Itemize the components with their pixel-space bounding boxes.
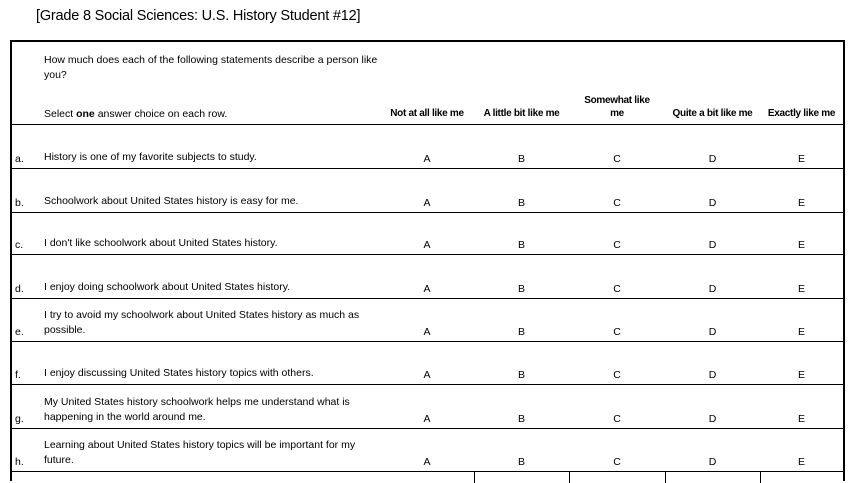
row-letter-label	[12, 169, 44, 212]
page-title: [Grade 8 Social Sciences: U.S. History Student #12]	[36, 8, 361, 24]
statement-row	[12, 385, 843, 429]
choice-option-d[interactable]	[665, 299, 760, 341]
partial-cell	[569, 472, 665, 483]
statement-cell	[44, 213, 380, 254]
choice-option-a[interactable]	[380, 169, 474, 212]
row-letter: a.	[15, 153, 24, 165]
statement-row	[12, 213, 843, 255]
choice-option-a[interactable]	[380, 342, 474, 384]
choice-letter: A	[423, 413, 431, 425]
row-letter-label	[12, 299, 44, 341]
row-letter: d.	[15, 283, 24, 295]
row-letter-label	[12, 213, 44, 254]
choice-option-e[interactable]	[760, 169, 843, 212]
choice-option-c[interactable]	[569, 125, 665, 168]
choice-letter: D	[708, 326, 717, 338]
choice-letter: D	[708, 239, 717, 251]
choice-letter: C	[613, 153, 621, 165]
survey-question: How much does each of the following statements describe a person like you?	[44, 54, 378, 81]
choice-letter: E	[797, 239, 805, 251]
partial-cell	[380, 472, 474, 483]
row-letter-label	[12, 385, 44, 428]
choice-letter: E	[797, 283, 805, 295]
row-letter-label	[12, 429, 44, 471]
choice-option-b[interactable]	[474, 385, 569, 428]
choice-option-b[interactable]	[474, 429, 569, 471]
choice-option-b[interactable]	[474, 125, 569, 168]
statement-cell	[44, 169, 380, 212]
statement-cell	[44, 429, 380, 471]
choice-letter: B	[517, 283, 525, 295]
choice-letter: B	[517, 456, 525, 468]
row-letter: c.	[15, 239, 24, 251]
choice-letter: D	[708, 456, 717, 468]
column-header-exactly-like-me	[760, 42, 843, 124]
column-header-a-little-bit-like-me	[474, 42, 569, 124]
statement-text: Schoolwork about United States history is easy for me.	[44, 195, 299, 207]
column-header-label: Quite a bit like me	[672, 107, 753, 119]
column-header-label: Somewhat like me	[584, 95, 650, 119]
row-letter-label	[12, 342, 44, 384]
column-header-somewhat-like-me	[569, 42, 665, 124]
choice-letter: A	[423, 456, 431, 468]
choice-option-a[interactable]	[380, 299, 474, 341]
choice-option-d[interactable]	[665, 125, 760, 168]
statement-row	[12, 255, 843, 299]
choice-letter: B	[517, 239, 525, 251]
statement-text: I try to avoid my schoolwork about United States history as much as possible.	[44, 309, 360, 336]
choice-letter: C	[613, 456, 621, 468]
choice-letter: C	[613, 197, 621, 209]
select-instruction-bold: one	[76, 108, 95, 120]
statement-cell	[44, 342, 380, 384]
row-letter: e.	[15, 326, 24, 338]
choice-letter: E	[797, 197, 805, 209]
choice-option-b[interactable]	[474, 169, 569, 212]
choice-option-c[interactable]	[569, 213, 665, 254]
choice-letter: A	[423, 283, 431, 295]
choice-letter: B	[517, 197, 525, 209]
choice-letter: C	[613, 283, 621, 295]
choice-option-d[interactable]	[665, 429, 760, 471]
column-header-label: Not at all like me	[390, 107, 464, 119]
choice-option-d[interactable]	[665, 385, 760, 428]
partial-cell	[474, 472, 569, 483]
choice-option-d[interactable]	[665, 255, 760, 298]
statement-cell	[44, 385, 380, 428]
choice-letter: C	[613, 413, 621, 425]
choice-option-c[interactable]	[569, 429, 665, 471]
statement-cell	[44, 125, 380, 168]
choice-letter: A	[423, 153, 431, 165]
choice-option-e[interactable]	[760, 342, 843, 384]
choice-option-d[interactable]	[665, 342, 760, 384]
statement-row	[12, 125, 843, 169]
row-letter-label	[12, 125, 44, 168]
choice-letter: B	[517, 413, 525, 425]
select-instruction-prefix: Select	[44, 108, 77, 120]
row-letter: f.	[15, 369, 21, 381]
choice-option-a[interactable]	[380, 385, 474, 428]
choice-letter: E	[797, 326, 805, 338]
statement-cell	[44, 299, 380, 341]
choice-option-c[interactable]	[569, 299, 665, 341]
statement-row	[12, 342, 843, 385]
statement-text: I enjoy doing schoolwork about United States history.	[44, 281, 291, 293]
column-header-label: Exactly like me	[767, 107, 836, 119]
row-letter: h.	[15, 456, 24, 468]
row-letter: g.	[15, 413, 24, 425]
choice-option-e[interactable]	[760, 299, 843, 341]
select-instruction	[44, 108, 380, 124]
statement-row	[12, 169, 843, 213]
choice-option-a[interactable]	[380, 429, 474, 471]
choice-letter: C	[613, 326, 621, 338]
choice-letter: E	[797, 369, 805, 381]
choice-letter: C	[613, 369, 621, 381]
statement-text: My United States history schoolwork helps me understand what is happening in the world around me.	[44, 396, 350, 423]
partial-next-row	[12, 472, 843, 483]
choice-option-b[interactable]	[474, 299, 569, 341]
choice-letter: D	[708, 153, 717, 165]
column-header-label: A little bit like me	[483, 107, 560, 119]
statement-row	[12, 429, 843, 472]
partial-cell	[12, 472, 44, 483]
choice-letter: B	[517, 153, 525, 165]
statement-text: I don't like schoolwork about United States history.	[44, 237, 278, 249]
table-header-row	[12, 42, 843, 125]
choice-letter: D	[708, 413, 717, 425]
partial-cell	[665, 472, 760, 483]
choice-option-d[interactable]	[665, 169, 760, 212]
table-body	[12, 125, 843, 472]
row-letter-label	[12, 255, 44, 298]
partial-cell	[760, 472, 843, 483]
choice-option-c[interactable]	[569, 169, 665, 212]
choice-letter: B	[517, 326, 525, 338]
choice-letter: E	[797, 413, 805, 425]
statement-text: Learning about United States history topics will be important for my future.	[44, 439, 356, 466]
choice-option-d[interactable]	[665, 213, 760, 254]
choice-option-e[interactable]	[760, 429, 843, 471]
choice-letter: B	[517, 369, 525, 381]
choice-letter: A	[423, 197, 431, 209]
statement-text: History is one of my favorite subjects to study.	[44, 151, 257, 163]
choice-letter: A	[423, 239, 431, 251]
choice-option-b[interactable]	[474, 213, 569, 254]
choice-option-e[interactable]	[760, 213, 843, 254]
choice-option-c[interactable]	[569, 385, 665, 428]
partial-cell	[44, 472, 380, 483]
choice-letter: E	[797, 456, 805, 468]
choice-option-b[interactable]	[474, 255, 569, 298]
survey-table	[10, 40, 845, 481]
column-header-quite-a-bit-like-me	[665, 42, 760, 124]
choice-letter: E	[797, 153, 805, 165]
choice-letter: A	[423, 326, 431, 338]
choice-option-c[interactable]	[569, 255, 665, 298]
statement-cell	[44, 255, 380, 298]
statement-row	[12, 299, 843, 342]
choice-option-a[interactable]	[380, 213, 474, 254]
choice-letter: A	[423, 369, 431, 381]
choice-letter: D	[708, 283, 717, 295]
choice-letter: D	[708, 369, 717, 381]
choice-option-e[interactable]	[760, 125, 843, 168]
choice-option-a[interactable]	[380, 125, 474, 168]
choice-option-e[interactable]	[760, 385, 843, 428]
choice-letter: C	[613, 239, 621, 251]
choice-option-b[interactable]	[474, 342, 569, 384]
statement-text: I enjoy discussing United States history topics with others.	[44, 367, 314, 379]
select-instruction-suffix: answer choice on each row.	[94, 108, 228, 120]
choice-letter: D	[708, 197, 717, 209]
choice-option-a[interactable]	[380, 255, 474, 298]
choice-option-c[interactable]	[569, 342, 665, 384]
row-letter: b.	[15, 197, 24, 209]
choice-option-e[interactable]	[760, 255, 843, 298]
